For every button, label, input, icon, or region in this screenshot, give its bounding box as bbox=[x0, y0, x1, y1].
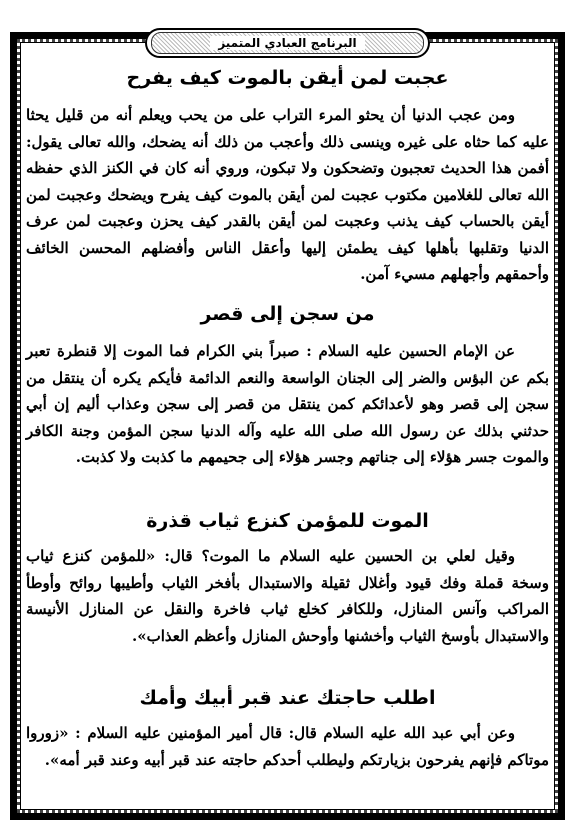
section-3-body: وقيل لعلي بن الحسين عليه السلام ما الموت؟ قال: «للمؤمن كنزع ثياب وسخة قملة وفك قيود وأغلال ثقيلة والاستبدال بأفخر الثياب وأطيبها روائح وأوطأ المراكب وآنس المنازل، وللكافر كخلع ثياب فاخرة والنقل عن المنازل الأنيسة والاستبدال بأوسخ الثياب وأخشنها وأوحش المنازل وأعظم العذاب». bbox=[26, 547, 549, 645]
section-3-title: الموت للمؤمن كنزع ثياب قذرة bbox=[146, 510, 429, 532]
header-badge bbox=[145, 28, 430, 58]
section-4 bbox=[26, 684, 549, 773]
section-2 bbox=[26, 300, 549, 471]
section-3 bbox=[26, 507, 549, 649]
section-4-title: اطلب حاجتك عند قبر أبيك وأمك bbox=[139, 687, 436, 709]
section-2-title: من سجن إلى قصر bbox=[200, 303, 375, 325]
section-1-body: ومن عجب الدنيا أن يحثو المرء التراب على من يحب ويعلم أنه من قليل يحثا عليه كما حثاه على غيره وينسى ذلك وأعجب من ذلك أنه يضحك، والله تعالى يقول: أفمن هذا الحديث تعجبون وتضحكون ولا تبكون، وروي أنه كان في الكنز الذي حفظه الله تعالى للغلامين مكتوب عجبت لمن أيقن بالموت كيف يفرح ويضحك وعجبت لمن أيقن بالحساب كيف يذنب وعجبت لمن أيقن بالقدر كيف يحزن وعجبت لمن عرف الدنيا وتقلبها بأهلها كيف يطمئن إليها وأعقل الناس وأفضلهم المحسن الخائف وأحمقهم وأجهلهم مسيء آمن. bbox=[26, 106, 549, 283]
header-title: البرنامج العبادي المتميز bbox=[210, 36, 364, 50]
section-2-body: عن الإمام الحسين عليه السلام : صبراً بني الكرام فما الموت إلا قنطرة تعبر بكم عن البؤس والضر إلى الجنان الواسعة والنعم الدائمة فأيكم يكره أن ينتقل من سجن إلى قصر وهو لأعدائكم كمن ينتقل من قصر إلى سجن وعذاب أليم إن أبي حدثني بذلك عن رسول الله صلى الله عليه وآله الدنيا سجن المؤمن وجنة الكافر والموت جسر هؤلاء إلى جناتهم وجسر هؤلاء إلى جحيمهم ما كذبت ولا كذبت. bbox=[26, 342, 549, 466]
header-badge-band bbox=[151, 32, 424, 54]
section-1 bbox=[26, 64, 549, 288]
section-4-body: وعن أبي عبد الله عليه السلام قال: قال أمير المؤمنين عليه السلام : «زوروا موتاكم فإنهم يفرحون بزيارتكم وليطلب أحدكم حاجته عند قبر أبيه وعند قبر أمه». bbox=[26, 724, 549, 769]
section-1-title: عجبت لمن أيقن بالموت كيف يفرح bbox=[126, 67, 449, 89]
